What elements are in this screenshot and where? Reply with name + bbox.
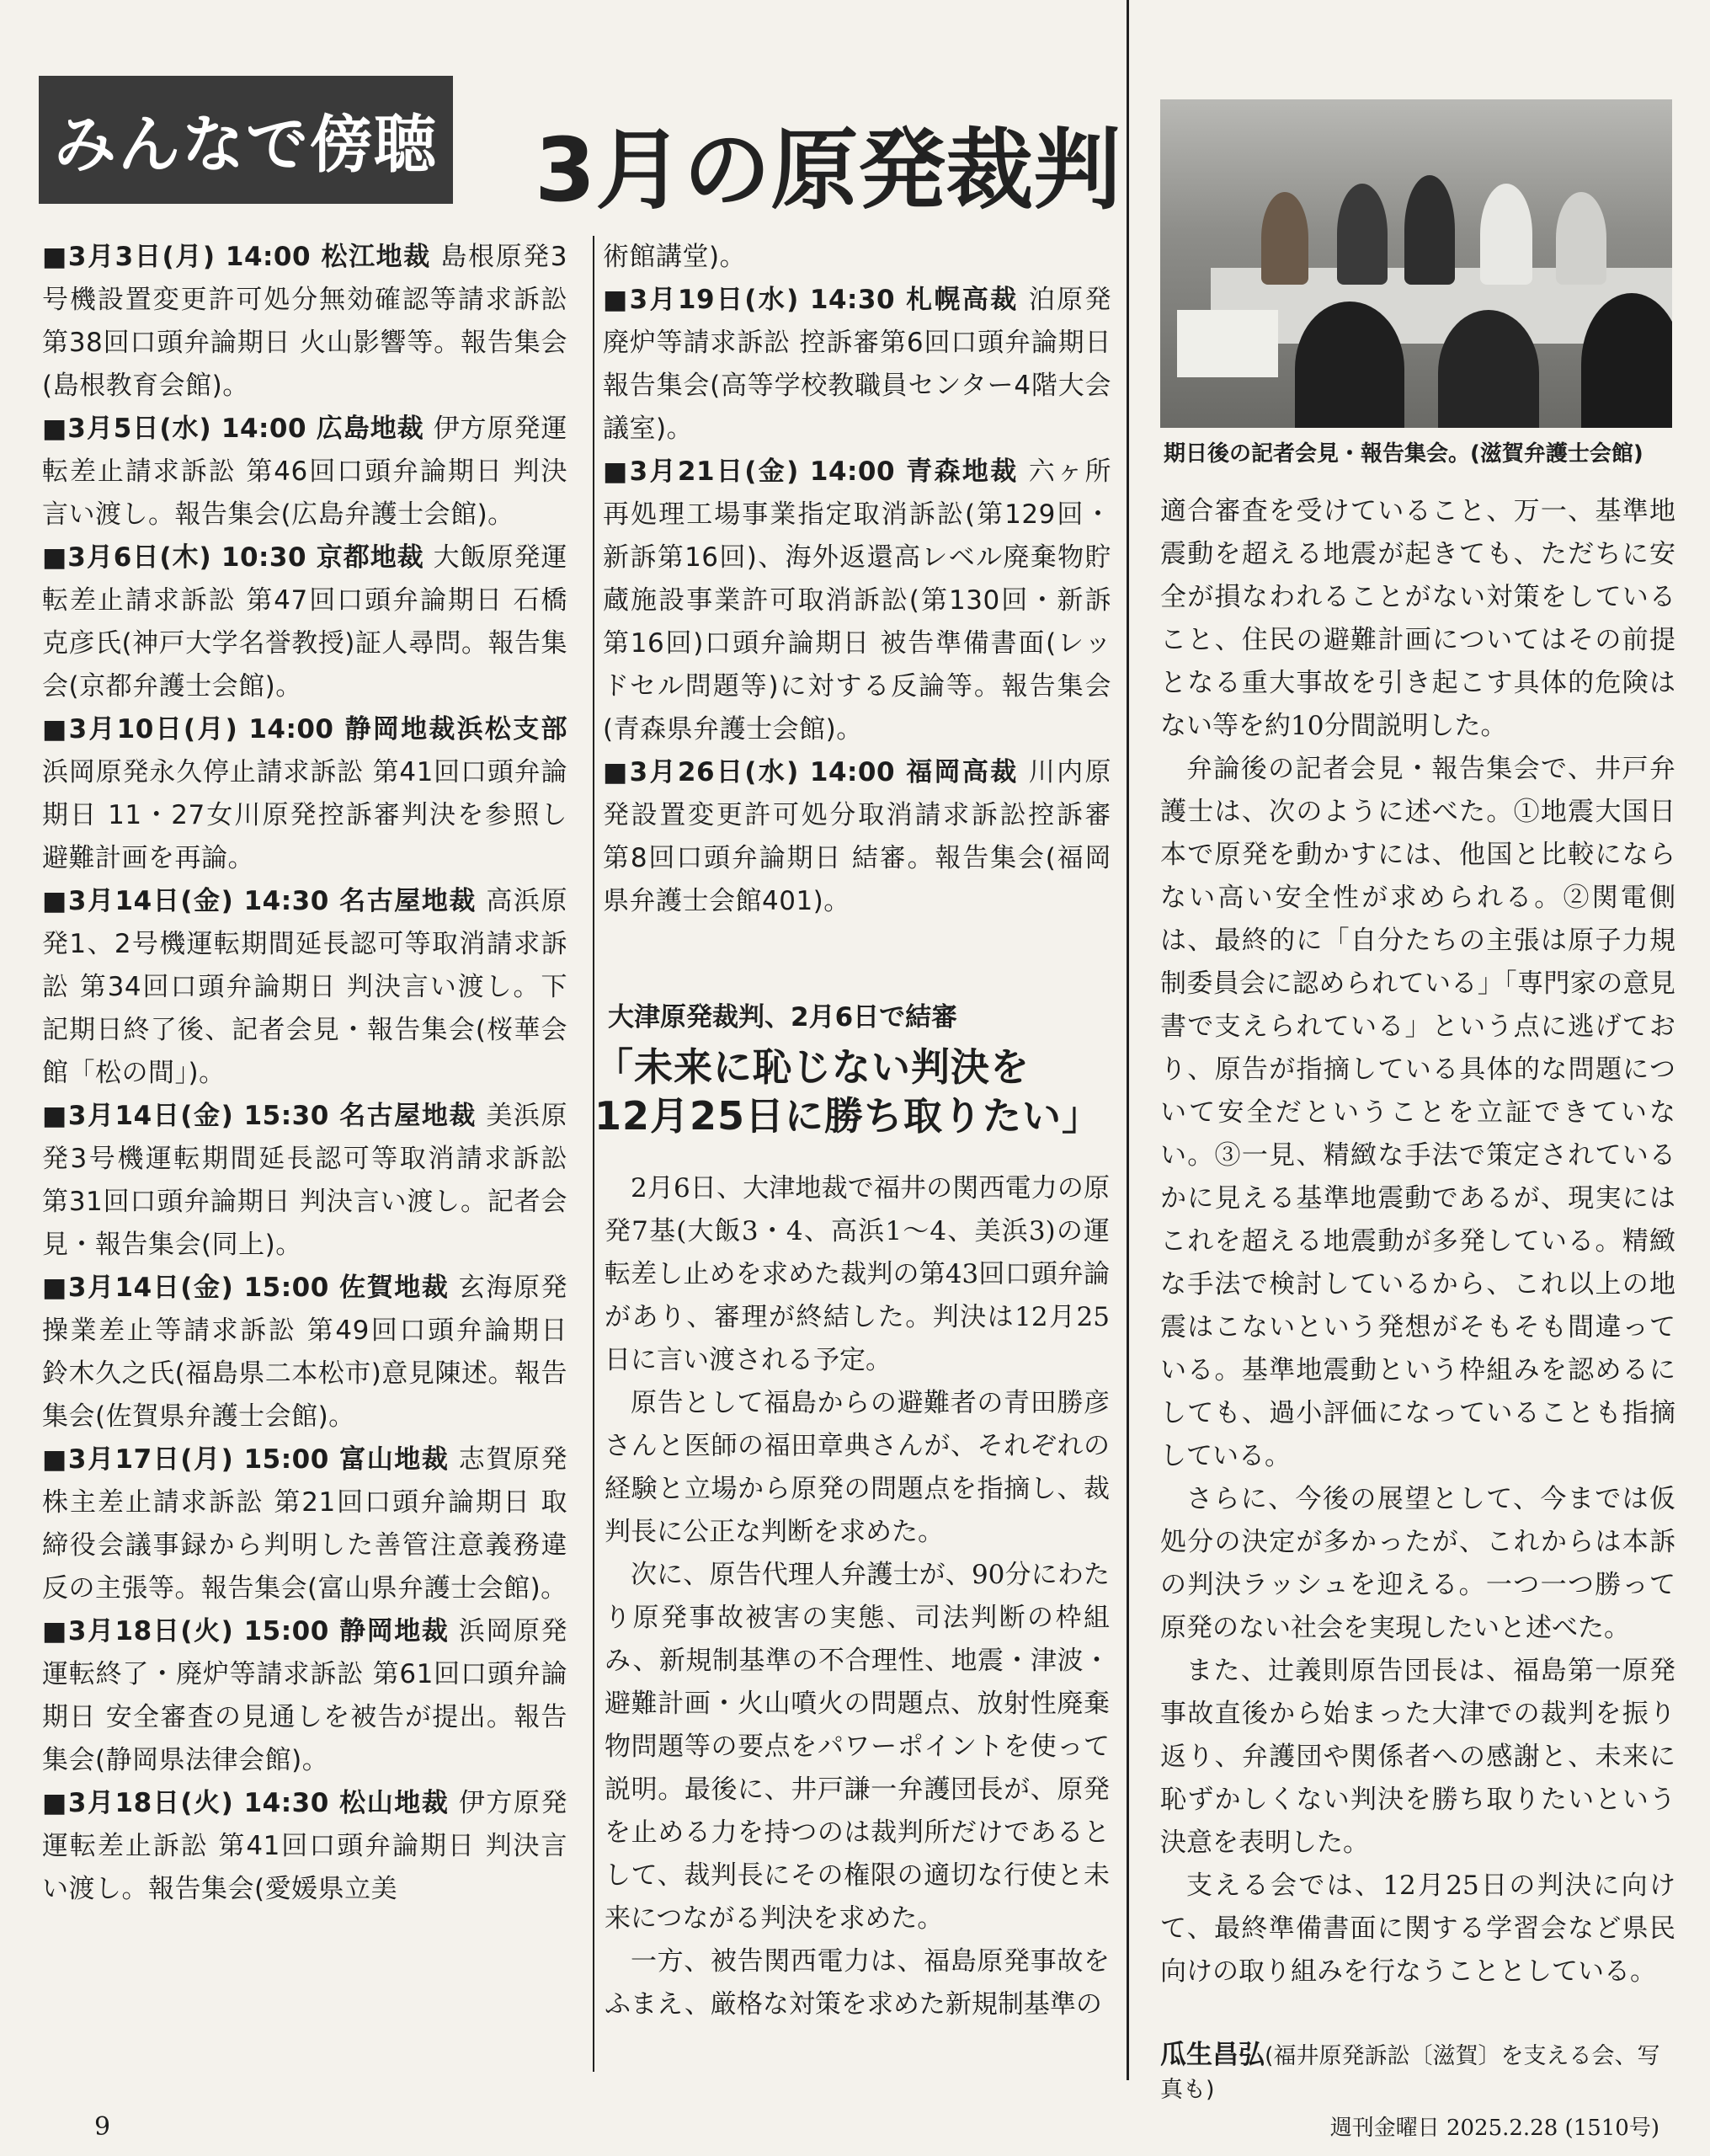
schedule-column-1 [42, 236, 567, 1911]
schedule-item: ■3月3日(月) 14:00 松江地裁 島根原発3号機設置変更許可処分無効確認等請求訴訟 第38回口頭弁論期日 火山影響等。報告集会(島根教育会館)。 [42, 242, 568, 401]
photo-person [1337, 184, 1388, 285]
schedule-item: ■3月17日(月) 15:00 富山地裁 志賀原発株主差止請求訴訟 第21回口頭弁論期日 取締役会議事録から判明した善管注意義務違反の主張等。報告集会(富山県弁護士会館)。 [42, 1444, 567, 1604]
column-rule-left [593, 236, 594, 2072]
byline-affiliation: (福井原発訴訟〔滋賀〕を支える会、写真も) [1160, 2043, 1660, 2103]
schedule-item: ■3月18日(火) 14:30 松山地裁 伊方原発運転差止訴訟 第41回口頭弁論期日 判決言い渡し。報告集会(愛媛県立美 [42, 1788, 567, 1904]
section-tag: みんなで傍聴 [39, 76, 453, 204]
article-paragraph: 原告として福島からの避難者の青田勝彦さんと医師の福田章典さんが、それぞれの経験と立場から原発の問題点を指摘し、裁判長に公正な判断を求めた。 [605, 1388, 1110, 1547]
article-paragraph: 次に、原告代理人弁護士が、90分にわたり原発事故被害の実態、司法判断の枠組み、新規制基準の不合理性、地震・津波・避難計画・火山噴火の問題点、放射性廃棄物問題等の要点をパワーポイントを使って説明。最後に、井戸謙一弁護団長が、原発を止める力を持つのは裁判所だけであるとして、裁判長にその権限の適切な行使と未来につながる判決を求めた。 [605, 1560, 1110, 1934]
photo-person [1404, 175, 1455, 285]
article-paragraph: 一方、被告関西電力は、福島原発事故をふまえ、厳格な対策を求めた新規制基準の [605, 1946, 1110, 2020]
schedule-item: ■3月14日(金) 14:30 名古屋地裁 高浜原発1、2号機運転期間延長認可等取消請求訴訟 第34回口頭弁論期日 判決言い渡し。下記期日終了後、記者会見・報告集会(桜華会館「松の間」)。 [42, 886, 567, 1088]
press-conference-photo [1160, 99, 1672, 428]
photo-person [1261, 192, 1308, 285]
byline [1160, 2033, 1682, 2104]
article-paragraph: 弁論後の記者会見・報告集会で、井戸弁護士は、次のように述べた。①地震大国日本で原発を動かすには、他国と比較にならない高い安全性が求められる。②関電側は、最終的に「自分たちの主張は原子力規制委員会に認められている」「専門家の意見書で支えられている」という点に逃げており、原告が指摘している具体的な問題について安全だということを立証できていない。③一見、精緻な手法で策定されているかに見える基準地震動であるが、現実にはこれを超える地震動が多発している。精緻な手法で検討しているから、これ以上の地震はこないという発想がそもそも間違っている。基準地震動という枠組みを認めるにしても、過小評価になっていることも指摘している。 [1160, 754, 1675, 1471]
schedule-item: ■3月6日(木) 10:30 京都地裁 大飯原発運転差止請求訴訟 第47回口頭弁論期日 石橋克彦氏(神戸大学名誉教授)証人尋問。報告集会(京都弁護士会館)。 [42, 542, 567, 702]
photo-audience [1295, 302, 1404, 428]
article-headline [594, 1043, 1100, 1140]
schedule-item: ■3月26日(水) 14:00 福岡高裁 川内原発設置変更許可処分取消請求訴訟控訴審 第8回口頭弁論期日 結審。報告集会(福岡県弁護士会館401)。 [603, 757, 1111, 916]
column-rule-right [1127, 0, 1129, 2080]
issue-info: 週刊金曜日 2025.2.28 (1510号) [1329, 2116, 1659, 2141]
schedule-item: ■3月5日(水) 14:00 広島地裁 伊方原発運転差止請求訴訟 第46回口頭弁論期日 判決言い渡し。報告集会(広島弁護士会館)。 [42, 414, 567, 530]
schedule-item: 術館講堂)。 [603, 242, 747, 272]
article-body-column-2 [605, 1167, 1110, 2026]
headline-line-1: 「未来に恥じない判決を [594, 1044, 1030, 1090]
article-paragraph: また、辻義則原告団長は、福島第一原発事故直後から始まった大津での裁判を振り返り、弁護団や関係者への感謝と、未来に恥ずかしくない判決を勝ち取りたいという決意を表明した。 [1160, 1656, 1675, 1858]
photo-person [1556, 192, 1606, 285]
photo-caption: 期日後の記者会見・報告集会。(滋賀弁護士会館) [1164, 441, 1643, 467]
schedule-item: ■3月10日(月) 14:00 静岡地裁浜松支部 浜岡原発永久停止請求訴訟 第41回口頭弁論期日 11・27女川原発控訴審判決を参照し避難計画を再論。 [42, 714, 567, 873]
byline-author: 瓜生昌弘 [1160, 2040, 1265, 2070]
page-number: 9 [94, 2112, 111, 2142]
article-kicker: 大津原発裁判、2月6日で結審 [608, 1002, 958, 1033]
schedule-column-2 [603, 236, 1111, 923]
article-body-column-3 [1160, 490, 1675, 1993]
schedule-item: ■3月14日(金) 15:30 名古屋地裁 美浜原発3号機運転期間延長認可等取消請求訴訟 第31回口頭弁論期日 判決言い渡し。記者会見・報告集会(同上)。 [42, 1101, 567, 1260]
schedule-item: ■3月19日(水) 14:30 札幌高裁 泊原発廃炉等請求訴訟 控訴審第6回口頭弁論期日 報告集会(高等学校教職員センター4階大会議室)。 [603, 285, 1111, 444]
photo-audience [1438, 310, 1539, 428]
article-paragraph: 2月6日、大津地裁で福井の関西電力の原発7基(大飯3・4、高浜1〜4、美浜3)の運転差し止めを求めた裁判の第43回口頭弁論があり、審理が終結した。判決は12月25日に言い渡される予定。 [605, 1173, 1110, 1375]
schedule-item: ■3月14日(金) 15:00 佐賀地裁 玄海原発操業差止等請求訴訟 第49回口頭弁論期日 鈴木久之氏(福島県二本松市)意見陳述。報告集会(佐賀県弁護士会館)。 [42, 1273, 567, 1432]
article-paragraph: 適合審査を受けていること、万一、基準地震動を超える地震が起きても、ただちに安全が損なわれることがない対策をしていること、住民の避難計画についてはその前提となる重大事故を引き起こす具体的危険はない等を約10分間説明した。 [1160, 496, 1675, 741]
photo-laptop [1177, 310, 1278, 377]
photo-person [1480, 184, 1532, 285]
page-title: 3月の原発裁判 [535, 119, 1121, 221]
article-paragraph: 支える会では、12月25日の判決に向けて、最終準備書面に関する学習会など県民向けの取り組みを行なうこととしている。 [1160, 1870, 1675, 1987]
schedule-item: ■3月18日(火) 15:00 静岡地裁 浜岡原発運転終了・廃炉等請求訴訟 第61回口頭弁論期日 安全審査の見通しを被告が提出。報告集会(静岡県法律会館)。 [42, 1616, 567, 1775]
article-paragraph: さらに、今後の展望として、今までは仮処分の決定が多かったが、これからは本訴の判決ラッシュを迎える。一つ一つ勝って原発のない社会を実現したいと述べた。 [1160, 1484, 1675, 1643]
headline-line-2: 12月25日に勝ち取りたい」 [594, 1093, 1102, 1139]
schedule-item: ■3月21日(金) 14:00 青森地裁 六ヶ所再処理工場事業指定取消訴訟(第129回・新訴第16回)、海外返還高レベル廃棄物貯蔵施設事業許可取消訴訟(第130回・新訴第16回)口頭弁論期日 被告準備書面(レッドセル問題等)に対する反論等。報告集会(青森県弁護士会館)。 [603, 456, 1111, 744]
